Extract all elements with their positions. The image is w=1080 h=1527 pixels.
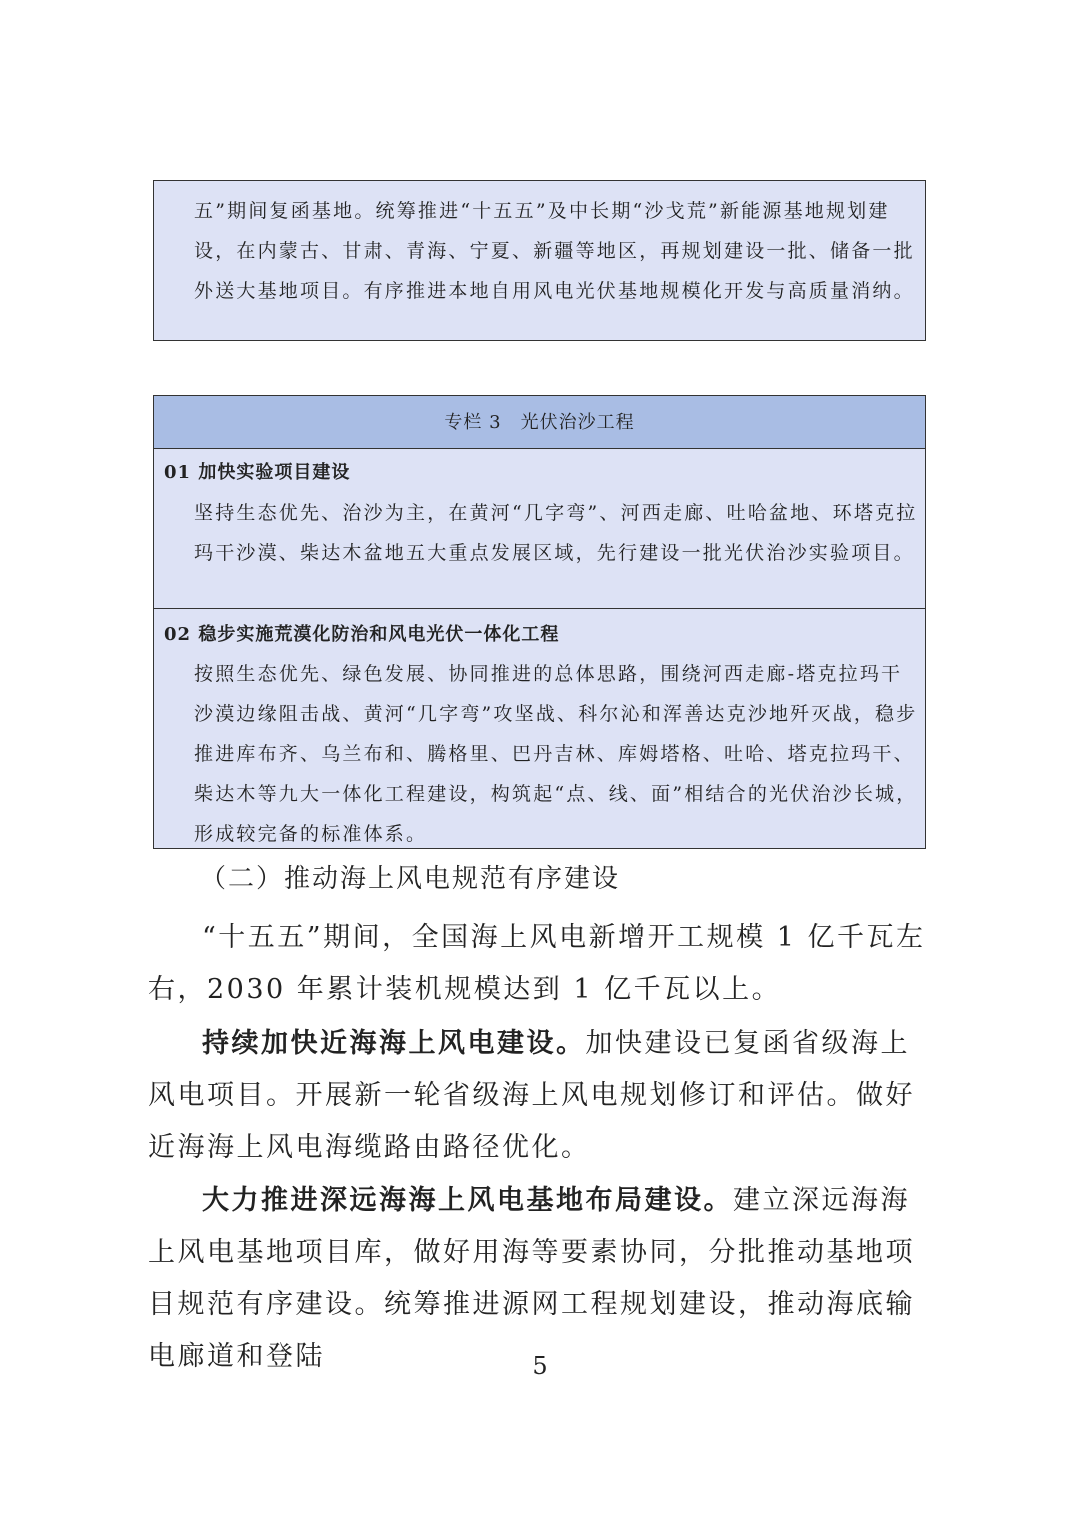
paragraph-3-text: 建立深远海海上风电基地项目库，做好用海等要素协同，分批推动基地项目规范有序建设。统筹推进源网工程规划建设，推动海底输电廊道和登陆: [148, 1185, 915, 1372]
column-box-title: 专栏 3 光伏治沙工程: [154, 396, 925, 449]
section-01-body: 坚持生态优先、治沙为主，在黄河“几字弯”、河西走廊、吐哈盆地、环塔克拉玛干沙漠、柴达木盆地五大重点发展区域，先行建设一批光伏治沙实验项目。: [194, 502, 918, 564]
section-01-title: 01 加快实验项目建设: [164, 462, 351, 483]
continued-text-box: [153, 180, 926, 341]
paragraph-2-lead: 持续加快近海海上风电建设。: [202, 1028, 586, 1059]
column-box-3: [153, 395, 926, 849]
body-paragraph-2: [148, 1018, 938, 1174]
section-02-body: 按照生态优先、绿色发展、协同推进的总体思路，围绕河西走廊-塔克拉玛干沙漠边缘阻击战、黄河“几字弯”攻坚战、科尔沁和浑善达克沙地歼灭战，稳步推进库布齐、乌兰布和、腾格里、巴丹吉林、库姆塔格、吐哈、塔克拉玛干、柴达木等九大一体化工程建设，构筑起“点、线、面”相结合的光伏治沙长城，形成较完备的标准体系。: [194, 663, 918, 845]
paragraph-1-text: “十五五”期间，全国海上风电新增开工规模 1 亿千瓦左右，2030 年累计装机规模达到 1 亿千瓦以上。: [148, 922, 926, 1005]
body-paragraph-1: [148, 912, 938, 1016]
section-divider: [154, 608, 925, 609]
box1-paragraph: 五”期间复函基地。统筹推进“十五五”及中长期“沙戈荒”新能源基地规划建设，在内蒙古、甘肃、青海、宁夏、新疆等地区，再规划建设一批、储备一批外送大基地项目。有序推进本地自用风电光伏基地规模化开发与高质量消纳。: [194, 200, 915, 302]
paragraph-2-text: 加快建设已复函省级海上风电项目。开展新一轮省级海上风电规划修订和评估。做好近海海上风电海缆路由路径优化。: [148, 1028, 915, 1163]
page-number: 5: [532, 1352, 548, 1380]
paragraph-3-lead: 大力推进深远海海上风电基地布局建设。: [202, 1185, 733, 1216]
section-heading: （二）推动海上风电规范有序建设: [200, 864, 621, 894]
section-02-title: 02 稳步实施荒漠化防治和风电光伏一体化工程: [164, 624, 560, 645]
